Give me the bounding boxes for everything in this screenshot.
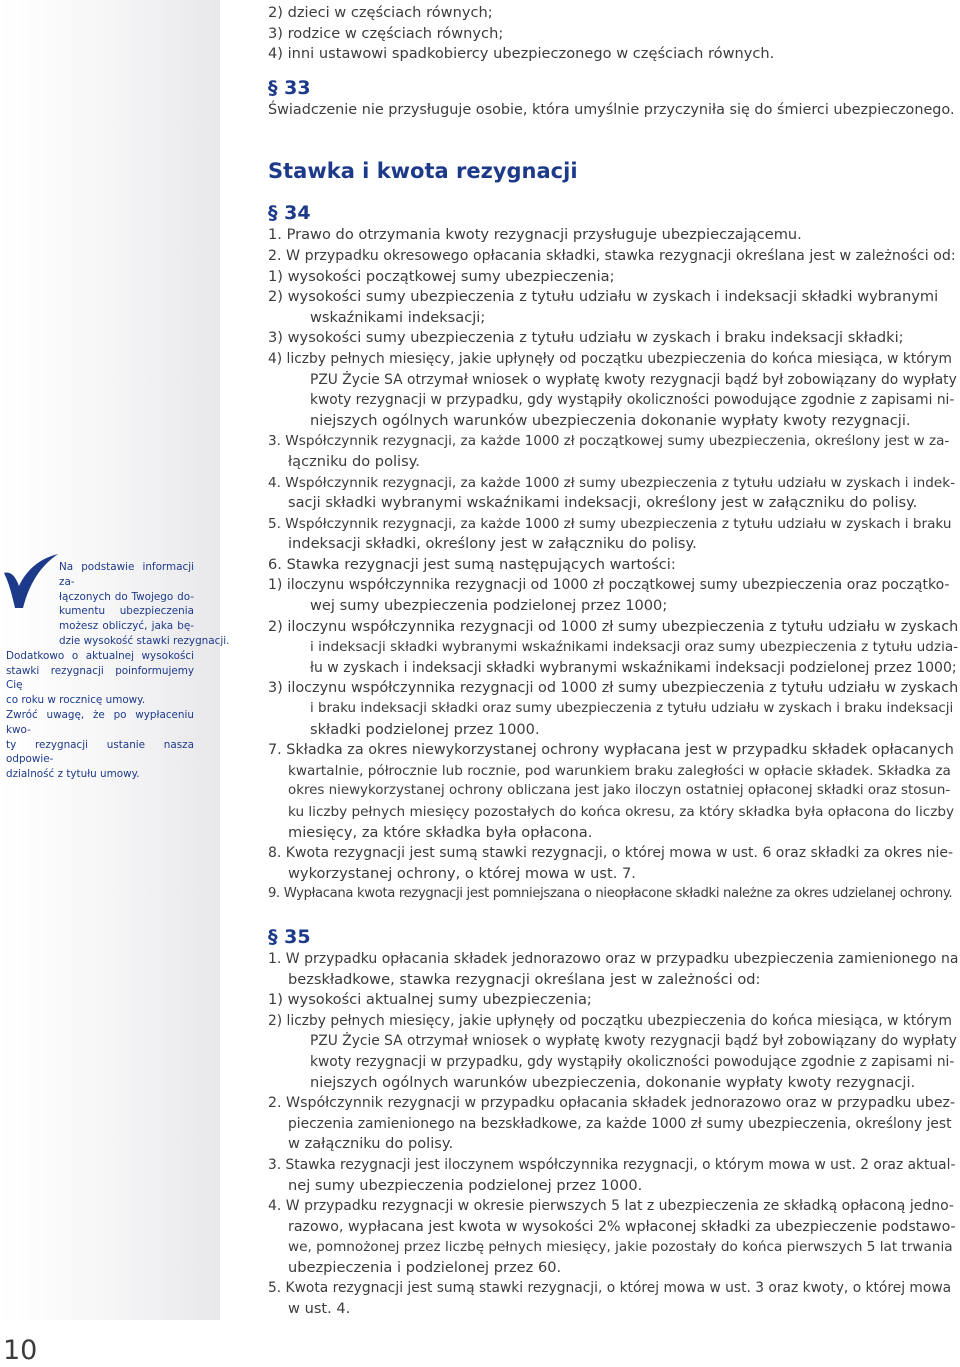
paragraph-line: we, pomnożonej przez liczbę pełnych miesięcy, jakie pozostały do końca pierwszych 5 lat trwania xyxy=(288,1239,953,1256)
paragraph: Świadczenie nie przysługuje osobie, która umyślnie przyczyniła się do śmierci ubezpieczonego. xyxy=(268,101,955,118)
paragraph-line: 2) liczby pełnych miesięcy, jakie upłynęły od początku ubezpieczenia do końca miesiąca, w którym xyxy=(268,1012,952,1029)
paragraph-line: 4. Współczynnik rezygnacji, za każde 1000 zł sumy ubezpieczenia z tytułu udziału w zyskach i indek- xyxy=(268,474,956,491)
paragraph-line: łu w zyskach i indeksacji składki wybranymi wskaźnikami indeksacji podzielonej przez 1000; xyxy=(310,659,957,676)
paragraph-line: i braku indeksacji składki oraz sumy ubezpieczenia z tytułu udziału w zyskach i braku indeksacji xyxy=(310,701,954,717)
paragraph-line: 3) wysokości sumy ubezpieczenia z tytułu udziału w zyskach i braku indeksacji składki; xyxy=(268,329,904,347)
paragraph-line: okres niewykorzystanej ochrony obliczana jest jako iloczyn ostatniej opłaconej składki oraz stosun- xyxy=(288,783,951,799)
paragraph-line: 4) liczby pełnych miesięcy, jakie upłynęły od początku ubezpieczenia do końca miesiąca, w którym xyxy=(268,350,952,367)
paragraph-line: wskaźnikami indeksacji; xyxy=(310,308,486,326)
paragraph-line: 9. Wypłacana kwota rezygnacji jest pomniejszana o nieopłacone składki należne za okres udzielanej ochrony. xyxy=(268,886,953,902)
paragraph-line: kwartalnie, półrocznie lub rocznie, pod warunkiem braku zaległości w opłacie składek. Składka za xyxy=(288,762,951,779)
page-number: 10 xyxy=(3,1335,38,1366)
paragraph-line: w załączniku do polisy. xyxy=(288,1135,454,1153)
paragraph-line: w ust. 4. xyxy=(288,1300,351,1318)
paragraph-line: 2. W przypadku okresowego opłacania składki, stawka rezygnacji określana jest w zależności od: xyxy=(268,247,956,264)
section-35 xyxy=(268,925,958,1320)
note-line: łączonych do Twojego do- xyxy=(59,590,194,603)
paragraph-line: 1) wysokości aktualnej sumy ubezpieczenia; xyxy=(268,991,592,1009)
paragraph-line: składki podzielonej przez 1000. xyxy=(310,720,540,738)
note-line: Zwróć uwagę, że po wypłaceniu kwo- xyxy=(6,708,194,736)
paragraph-line: bezskładkowe, stawka rezygnacji określana jest w zależności od: xyxy=(288,970,761,988)
paragraph-line: 5. Współczynnik rezygnacji, za każde 1000 zł sumy ubezpieczenia z tytułu udziału w zyskach i braku xyxy=(268,515,952,532)
paragraph-line: 1. Prawo do otrzymania kwoty rezygnacji przysługuje ubezpieczającemu. xyxy=(268,226,802,244)
paragraph-line: PZU Życie SA otrzymał wniosek o wypłatę kwoty rezygnacji bądź był zobowiązany do wypłaty xyxy=(310,371,957,388)
paragraph-line: indeksacji składki, określony jest w załączniku do polisy. xyxy=(288,535,697,553)
note-line: Dodatkowo o aktualnej wysokości xyxy=(6,649,194,662)
paragraph-line: łączniku do polisy. xyxy=(288,452,420,470)
paragraph-line: 2) iloczynu współczynnika rezygnacji od 1000 zł sumy ubezpieczenia z tytułu udziału w zyskach xyxy=(268,618,959,635)
note-line: co roku w rocznicę umowy. xyxy=(6,694,146,707)
paragraph-line: 1) wysokości początkowej sumy ubezpieczenia; xyxy=(268,267,615,285)
paragraph-line: sacji składki wybranymi wskaźnikami indeksacji, określony jest w załączniku do polisy. xyxy=(288,494,918,512)
paragraph-sign: § xyxy=(268,76,278,99)
paragraph-sign: § xyxy=(268,202,278,225)
paragraph-line: 2) wysokości sumy ubezpieczenia z tytułu udziału w zyskach i indeksacji składki wybranymi xyxy=(268,288,939,306)
paragraph-line: niejszych ogólnych warunków ubezpieczenia dokonanie wypłaty kwoty rezygnacji. xyxy=(310,411,911,429)
paragraph-line: niejszych ogólnych warunków ubezpieczenia, dokonanie wypłaty kwoty rezygnacji. xyxy=(310,1073,916,1091)
note-line: dzie wysokość stawki rezygnacji. xyxy=(59,634,230,647)
section-number-value: 33 xyxy=(284,76,311,99)
sidebar-note xyxy=(6,560,230,782)
paragraph-line: PZU Życie SA otrzymał wniosek o wypłatę kwoty rezygnacji bądź był zobowiązany do wypłaty xyxy=(310,1033,957,1050)
paragraph-line: 8. Kwota rezygnacji jest sumą stawki rezygnacji, o której mowa w ust. 6 oraz składki za okres nie- xyxy=(268,845,954,862)
section-number xyxy=(268,925,958,949)
note-line: Na podstawie informacji za- xyxy=(59,561,194,588)
paragraph-line: 3. Stawka rezygnacji jest iloczynem współczynnika rezygnacji, o którym mowa w ust. 2 oraz aktual- xyxy=(268,1156,956,1173)
paragraph-line: wej sumy ubezpieczenia podzielonej przez 1000; xyxy=(310,597,668,615)
paragraph-line: i indeksacji składki wybranymi wskaźnikami indeksacji oraz sumy ubezpieczenia z tytułu udzia- xyxy=(310,639,959,656)
list-item: 3) rodzice w częściach równych; xyxy=(268,24,504,42)
section-heading: Stawka i kwota rezygnacji xyxy=(268,159,578,184)
paragraph-line: 6. Stawka rezygnacji jest sumą następujących wartości: xyxy=(268,555,676,573)
paragraph-line: ubezpieczenia i podzielonej przez 60. xyxy=(288,1258,562,1276)
list-item: 2) dzieci w częściach równych; xyxy=(268,4,493,21)
paragraph-line: pieczenia zamienionego na bezskładkowe, za każde 1000 zł sumy ubezpieczenia, określony jest xyxy=(288,1115,952,1132)
paragraph-line: kwoty rezygnacji w przypadku, gdy wystąpiły okoliczności powodujące zgodnie z zapisami ni- xyxy=(310,1053,955,1070)
note-line: możesz obliczyć, jaka bę- xyxy=(59,620,194,633)
paragraph-line: wykorzystanej ochrony, o której mowa w ust. 7. xyxy=(288,864,636,882)
paragraph-line: kwoty rezygnacji w przypadku, gdy wystąpiły okoliczności powodujące zgodnie z zapisami ni- xyxy=(310,392,955,409)
section-number-value: 34 xyxy=(284,202,311,225)
note-line: stawki rezygnacji poinformujemy Cię xyxy=(6,664,194,692)
note-line: kumentu ubezpieczenia xyxy=(59,605,194,618)
paragraph-line: 1. W przypadku opłacania składek jednorazowo oraz w przypadku ubezpieczenia zamienionego na xyxy=(268,950,959,967)
paragraph-line: 2. Współczynnik rezygnacji w przypadku opłacania składek jednorazowo oraz w przypadku ubez- xyxy=(268,1095,956,1112)
paragraph-line: 3) iloczynu współczynnika rezygnacji od 1000 zł sumy ubezpieczenia z tytułu udziału w zyskach xyxy=(268,680,959,697)
paragraph-line: 4. W przypadku rezygnacji w okresie pierwszych 5 lat z ubezpieczenia ze składką opłaconą jedno- xyxy=(268,1198,954,1215)
paragraph-line: 7. Składka za okres niewykorzystanej ochrony wypłacana jest w przypadku składek opłacanych xyxy=(268,742,954,759)
paragraph-line: ku liczby pełnych miesięcy pozostałych do końca okresu, za który składka była opłacona do liczby xyxy=(288,804,955,820)
section-number xyxy=(268,201,958,225)
section-34 xyxy=(268,201,958,905)
note-line: ty rezygnacji ustanie nasza odpowie- xyxy=(6,738,194,766)
main-content xyxy=(268,0,958,1320)
paragraph-line: razowo, wypłacana jest kwota w wysokości 2% wpłaconej składki za ubezpieczenie podstawo- xyxy=(288,1218,956,1235)
paragraph-line: 5. Kwota rezygnacji jest sumą stawki rezygnacji, o której mowa w ust. 3 oraz kwoty, o której mowa xyxy=(268,1280,952,1297)
paragraph-line: miesięcy, za które składka była opłacona. xyxy=(288,823,593,841)
section-number xyxy=(268,76,958,100)
paragraph-line: 1) iloczynu współczynnika rezygnacji od 1000 zł początkowej sumy ubezpieczenia oraz początko- xyxy=(268,577,950,594)
section-number-value: 35 xyxy=(284,925,311,948)
paragraph-line: nej sumy ubezpieczenia podzielonej przez 1000. xyxy=(288,1176,643,1194)
list-item: 4) inni ustawowi spadkobiercy ubezpieczonego w częściach równych. xyxy=(268,45,775,63)
note-line: dzialność z tytułu umowy. xyxy=(6,768,140,781)
section-33 xyxy=(268,76,958,121)
paragraph-line: 3. Współczynnik rezygnacji, za każde 1000 zł początkowej sumy ubezpieczenia, określony jest w za- xyxy=(268,433,950,450)
paragraph-sign: § xyxy=(268,925,278,948)
